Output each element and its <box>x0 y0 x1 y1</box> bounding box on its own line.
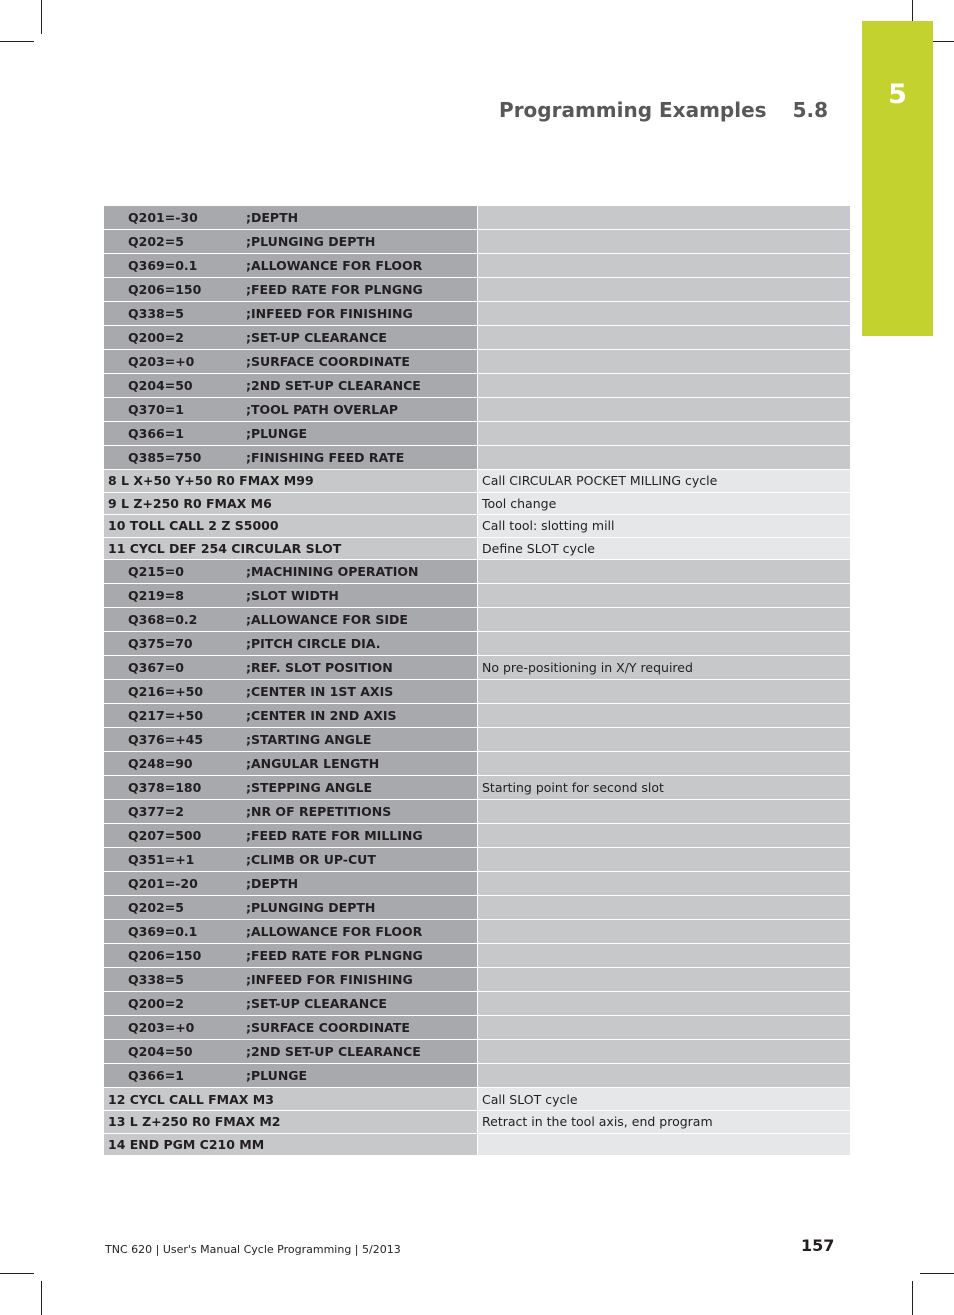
code-cell <box>104 515 477 538</box>
note-cell <box>477 968 850 992</box>
comment-text: ;SURFACE COORDINATE <box>246 1020 410 1036</box>
code-text: Q377=2 <box>128 804 184 820</box>
table-row <box>104 608 850 632</box>
table-row <box>104 632 850 656</box>
crop-mark <box>41 0 42 34</box>
table-row <box>104 254 850 278</box>
code-text: 11 CYCL DEF 254 CIRCULAR SLOT <box>108 541 342 557</box>
code-text: Q367=0 <box>128 660 184 676</box>
code-text: Q217=+50 <box>128 708 204 724</box>
code-text: Q351=+1 <box>128 852 195 868</box>
comment-text: ;SURFACE COORDINATE <box>246 354 410 369</box>
chapter-tab <box>862 21 933 336</box>
table-row <box>104 1064 850 1088</box>
crop-mark <box>0 41 34 42</box>
chapter-number: 5 <box>888 79 907 110</box>
note-cell: Call SLOT cycle <box>477 1088 850 1111</box>
comment-text: ;2ND SET-UP CLEARANCE <box>246 1044 421 1060</box>
code-text: Q200=2 <box>128 996 184 1012</box>
note-cell <box>477 896 850 920</box>
code-cell <box>104 538 477 561</box>
code-text: Q201=-30 <box>128 210 198 225</box>
note-cell <box>477 608 850 632</box>
code-cell <box>104 398 477 422</box>
table-row <box>104 470 850 493</box>
note-cell <box>477 278 850 302</box>
comment-text: ;SET-UP CLEARANCE <box>246 330 387 345</box>
table-row <box>104 374 850 398</box>
note-cell: Starting point for second slot <box>477 776 850 800</box>
table-row <box>104 1111 850 1134</box>
code-cell <box>104 1040 477 1064</box>
code-text: Q378=180 <box>128 780 202 796</box>
comment-text: ;SET-UP CLEARANCE <box>246 996 387 1012</box>
code-cell <box>104 704 477 728</box>
code-cell <box>104 446 477 470</box>
note-cell: Tool change <box>477 493 850 516</box>
code-cell <box>104 992 477 1016</box>
comment-text: ;SLOT WIDTH <box>246 588 339 604</box>
code-cell <box>104 632 477 656</box>
code-text: Q216=+50 <box>128 684 204 700</box>
table-row <box>104 656 850 680</box>
code-text: Q366=1 <box>128 1068 184 1084</box>
table-row <box>104 302 850 326</box>
comment-text: ;ALLOWANCE FOR SIDE <box>246 612 408 628</box>
note-cell: Retract in the tool axis, end program <box>477 1111 850 1134</box>
code-text: Q200=2 <box>128 330 184 345</box>
table-row <box>104 398 850 422</box>
code-text: Q376=+45 <box>128 732 204 748</box>
table-row <box>104 1134 850 1157</box>
code-cell <box>104 728 477 752</box>
comment-text: ;FEED RATE FOR MILLING <box>246 828 423 844</box>
note-cell <box>477 1016 850 1040</box>
header-section: 5.8 <box>792 98 828 122</box>
crop-mark <box>41 1281 42 1315</box>
note-cell <box>477 398 850 422</box>
note-cell <box>477 872 850 896</box>
table-row <box>104 584 850 608</box>
comment-text: ;INFEED FOR FINISHING <box>246 306 413 321</box>
code-cell <box>104 1064 477 1088</box>
code-cell <box>104 800 477 824</box>
code-text: Q219=8 <box>128 588 184 604</box>
comment-text: ;NR OF REPETITIONS <box>246 804 392 820</box>
note-cell <box>477 446 850 470</box>
comment-text: ;FEED RATE FOR PLNGNG <box>246 282 423 297</box>
code-cell <box>104 302 477 326</box>
code-cell <box>104 1111 477 1134</box>
code-text: Q366=1 <box>128 426 184 441</box>
table-row <box>104 872 850 896</box>
table-row <box>104 896 850 920</box>
comment-text: ;PLUNGE <box>246 1068 308 1084</box>
table-row <box>104 1040 850 1064</box>
note-cell <box>477 800 850 824</box>
code-cell <box>104 584 477 608</box>
note-cell: Define SLOT cycle <box>477 538 850 561</box>
code-text: Q207=500 <box>128 828 202 844</box>
note-cell: No pre-positioning in X/Y required <box>477 656 850 680</box>
table-row <box>104 515 850 538</box>
note-cell <box>477 632 850 656</box>
table-row <box>104 968 850 992</box>
comment-text: ;CENTER IN 1ST AXIS <box>246 684 394 700</box>
code-text: Q203=+0 <box>128 1020 195 1036</box>
comment-text: ;FEED RATE FOR PLNGNG <box>246 948 423 964</box>
code-cell <box>104 560 477 584</box>
note-cell <box>477 230 850 254</box>
note-cell <box>477 680 850 704</box>
comment-text: ;PITCH CIRCLE DIA. <box>246 636 381 652</box>
code-cell <box>104 776 477 800</box>
note-cell <box>477 728 850 752</box>
table-row <box>104 752 850 776</box>
code-cell <box>104 824 477 848</box>
note-cell <box>477 374 850 398</box>
crop-mark <box>920 1273 954 1274</box>
comment-text: ;TOOL PATH OVERLAP <box>246 402 399 417</box>
comment-text: ;ALLOWANCE FOR FLOOR <box>246 924 423 940</box>
code-cell <box>104 230 477 254</box>
comment-text: ;2ND SET-UP CLEARANCE <box>246 378 421 393</box>
table-row <box>104 1088 850 1111</box>
code-text: 8 L X+50 Y+50 R0 FMAX M99 <box>108 473 314 489</box>
code-text: 9 L Z+250 R0 FMAX M6 <box>108 495 272 511</box>
code-text: 13 L Z+250 R0 FMAX M2 <box>108 1114 281 1130</box>
code-text: Q204=50 <box>128 1044 193 1060</box>
page-header <box>499 98 828 122</box>
note-cell <box>477 584 850 608</box>
code-text: 12 CYCL CALL FMAX M3 <box>108 1091 274 1107</box>
table-row <box>104 728 850 752</box>
comment-text: ;FINISHING FEED RATE <box>246 450 405 465</box>
code-cell <box>104 848 477 872</box>
note-cell <box>477 560 850 584</box>
code-cell <box>104 1134 477 1157</box>
code-cell <box>104 326 477 350</box>
comment-text: ;INFEED FOR FINISHING <box>246 972 413 988</box>
table-row <box>104 824 850 848</box>
table-row <box>104 560 850 584</box>
table-row <box>104 800 850 824</box>
table-row <box>104 920 850 944</box>
code-text: Q201=-20 <box>128 876 198 892</box>
header-title: Programming Examples <box>499 98 767 122</box>
note-cell: Call CIRCULAR POCKET MILLING cycle <box>477 470 850 493</box>
table-row <box>104 992 850 1016</box>
table-row <box>104 848 850 872</box>
code-cell <box>104 206 477 230</box>
table-row <box>104 446 850 470</box>
code-text: Q369=0.1 <box>128 924 198 940</box>
table-row <box>104 278 850 302</box>
code-cell <box>104 278 477 302</box>
code-cell <box>104 470 477 493</box>
table-row <box>104 326 850 350</box>
comment-text: ;STEPPING ANGLE <box>246 780 373 796</box>
note-cell <box>477 920 850 944</box>
crop-mark <box>912 1281 913 1315</box>
note-cell <box>477 992 850 1016</box>
note-cell <box>477 1064 850 1088</box>
code-text: Q338=5 <box>128 306 184 321</box>
code-cell <box>104 872 477 896</box>
comment-text: ;DEPTH <box>246 210 299 225</box>
code-text: Q206=150 <box>128 948 202 964</box>
code-text: Q248=90 <box>128 756 193 772</box>
code-cell <box>104 680 477 704</box>
code-cell <box>104 254 477 278</box>
note-cell <box>477 704 850 728</box>
code-cell <box>104 422 477 446</box>
comment-text: ;ANGULAR LENGTH <box>246 756 380 772</box>
note-cell <box>477 422 850 446</box>
note-cell <box>477 1134 850 1157</box>
table-row <box>104 1016 850 1040</box>
table-row <box>104 680 850 704</box>
comment-text: ;ALLOWANCE FOR FLOOR <box>246 258 423 273</box>
note-cell <box>477 302 850 326</box>
code-text: Q370=1 <box>128 402 184 417</box>
note-cell <box>477 350 850 374</box>
crop-mark <box>0 1273 34 1274</box>
code-text: Q215=0 <box>128 564 184 580</box>
code-text: Q204=50 <box>128 378 193 393</box>
code-cell <box>104 656 477 680</box>
code-cell <box>104 1088 477 1111</box>
code-text: Q338=5 <box>128 972 184 988</box>
code-cell <box>104 374 477 398</box>
code-cell <box>104 350 477 374</box>
table-row <box>104 422 850 446</box>
comment-text: ;DEPTH <box>246 876 299 892</box>
note-cell <box>477 326 850 350</box>
note-cell <box>477 848 850 872</box>
comment-text: ;MACHINING OPERATION <box>246 564 419 580</box>
table-row <box>104 206 850 230</box>
code-text: Q203=+0 <box>128 354 195 369</box>
table-row <box>104 944 850 968</box>
comment-text: ;CENTER IN 2ND AXIS <box>246 708 397 724</box>
code-text: 14 END PGM C210 MM <box>108 1136 265 1152</box>
footer-text: TNC 620 | User's Manual Cycle Programming | 5/2013 <box>105 1243 401 1256</box>
program-table <box>104 206 850 1156</box>
code-text: 10 TOLL CALL 2 Z S5000 <box>108 518 279 534</box>
note-cell: Call tool: slotting mill <box>477 515 850 538</box>
comment-text: ;PLUNGING DEPTH <box>246 900 376 916</box>
code-text: Q368=0.2 <box>128 612 198 628</box>
table-row <box>104 776 850 800</box>
table-row <box>104 493 850 516</box>
comment-text: ;STARTING ANGLE <box>246 732 372 748</box>
code-text: Q202=5 <box>128 234 184 249</box>
comment-text: ;REF. SLOT POSITION <box>246 660 393 676</box>
code-text: Q206=150 <box>128 282 202 297</box>
code-cell <box>104 896 477 920</box>
note-cell <box>477 206 850 230</box>
table-row <box>104 538 850 561</box>
code-text: Q375=70 <box>128 636 193 652</box>
code-cell <box>104 608 477 632</box>
code-text: Q385=750 <box>128 450 202 465</box>
comment-text: ;PLUNGE <box>246 426 308 441</box>
code-cell <box>104 968 477 992</box>
table-row <box>104 230 850 254</box>
code-cell <box>104 920 477 944</box>
comment-text: ;PLUNGING DEPTH <box>246 234 376 249</box>
code-cell <box>104 752 477 776</box>
comment-text: ;CLIMB OR UP-CUT <box>246 852 376 868</box>
code-cell <box>104 1016 477 1040</box>
table-row <box>104 350 850 374</box>
note-cell <box>477 944 850 968</box>
code-cell <box>104 944 477 968</box>
note-cell <box>477 752 850 776</box>
note-cell <box>477 824 850 848</box>
note-cell <box>477 254 850 278</box>
code-text: Q202=5 <box>128 900 184 916</box>
note-cell <box>477 1040 850 1064</box>
page-number: 157 <box>801 1236 835 1255</box>
table-row <box>104 704 850 728</box>
code-text: Q369=0.1 <box>128 258 198 273</box>
code-cell <box>104 493 477 516</box>
